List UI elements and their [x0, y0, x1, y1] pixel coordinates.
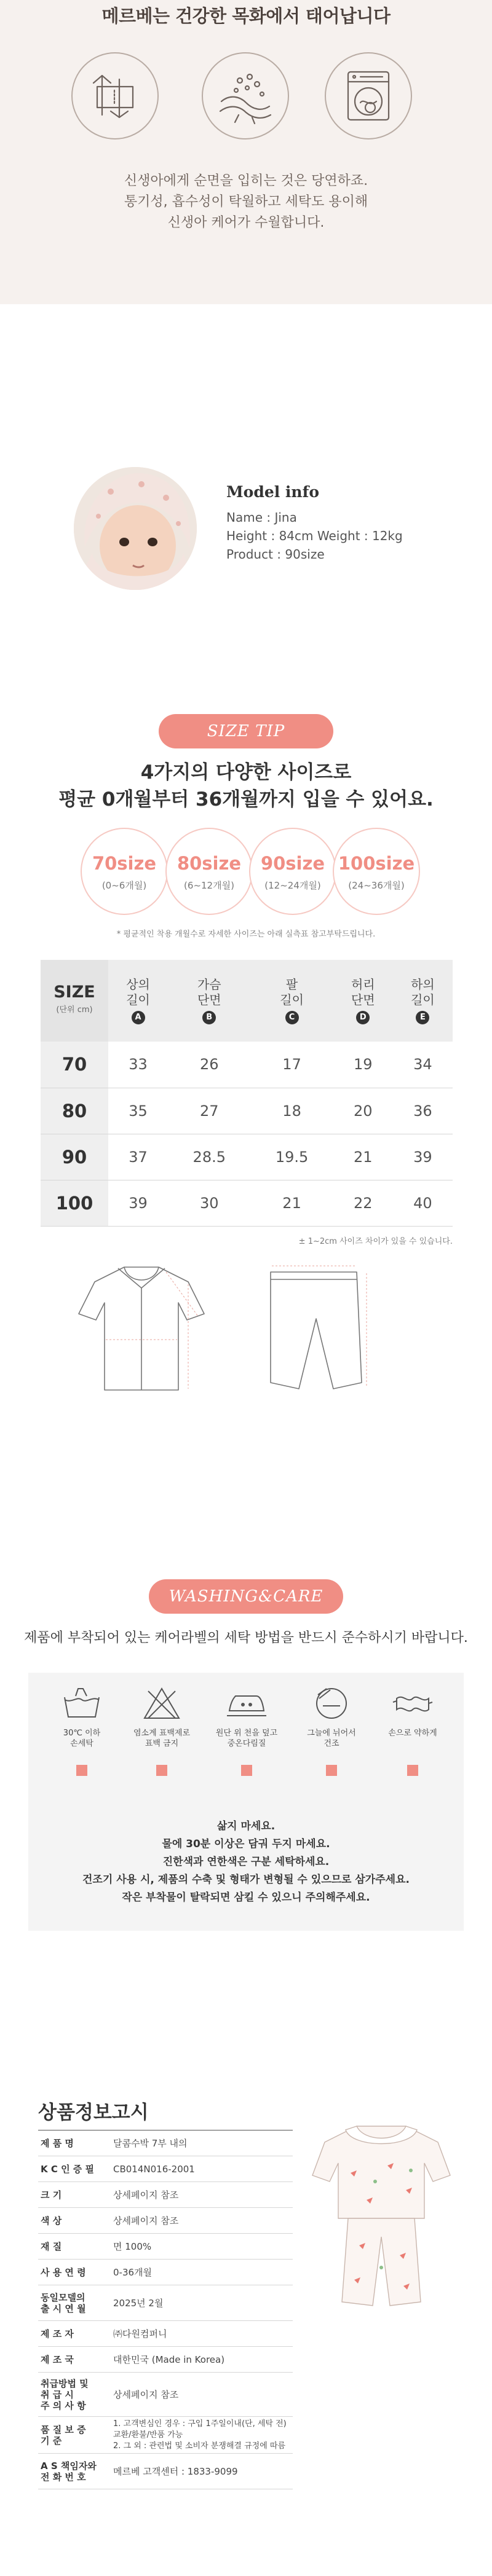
column-header-text: 길이 [126, 992, 150, 1007]
product-outfit-image [308, 2114, 455, 2311]
table-cell: 33 [108, 1042, 168, 1088]
washing-heading: 제품에 부착되어 있는 케어라벨의 세탁 방법을 반드시 준수하시기 바랍니다. [24, 1630, 468, 1646]
wring-gently-icon [391, 1685, 435, 1722]
size-note: * 평균적인 착용 개월수로 자세한 사이즈는 아래 실측표 참고부탁드립니다. [116, 930, 376, 939]
no-bleach-icon [140, 1685, 184, 1722]
size-option-age: (0~6개월) [101, 880, 147, 891]
wash-label [379, 1728, 446, 1750]
table-cell: 21 [333, 1134, 393, 1180]
size-option-age: (24~36개월) [348, 880, 405, 891]
info-value: ㈜다원컴퍼니 [106, 2321, 293, 2347]
column-badge: C [285, 1011, 299, 1024]
wash-label-line: 그늘에 뉘어서 [307, 1729, 356, 1738]
info-key: 제 품 명 [38, 2130, 106, 2156]
info-key: 제 조 국 [38, 2347, 106, 2373]
model-info [226, 483, 403, 564]
product-info-table [38, 2130, 293, 2489]
table-row [38, 2285, 293, 2321]
iron-cloth-icon [224, 1685, 269, 1722]
intro-line: 신생아 케어가 수월합니다. [167, 215, 325, 230]
caution-line: 진한색과 연한색은 구분 세탁하세요. [162, 1856, 330, 1868]
wash-label [128, 1728, 196, 1750]
column-badge: D [356, 1011, 370, 1024]
info-key: 제 조 자 [38, 2321, 106, 2347]
size-option-age: (12~24개월) [264, 880, 321, 891]
wash-item [213, 1685, 280, 1776]
info-value: 2025년 2월 [106, 2285, 293, 2321]
top-garment-outline [79, 1267, 204, 1390]
size-option-age: (6~12개월) [184, 880, 234, 891]
column-badge: B [202, 1011, 216, 1024]
table-row [38, 2347, 293, 2373]
info-value: 면 100% [106, 2234, 293, 2260]
wash-label [298, 1728, 365, 1750]
air-flow-icon [71, 52, 159, 139]
table-cell: 39 [393, 1134, 453, 1180]
column-header-text: 하의 [411, 977, 435, 992]
shade-dry-icon [309, 1685, 354, 1722]
table-row [38, 2234, 293, 2260]
unit-label: (단위 cm) [56, 1005, 93, 1015]
size-option-90 [249, 828, 336, 915]
size-tip-heading-line: 평균 0개월부터 36개월까지 입을 수 있어요. [58, 788, 434, 811]
info-value: 상세페이지 참조 [106, 2373, 293, 2417]
wash-marker [407, 1765, 418, 1776]
wash-label-line: 표백 금지 [145, 1739, 179, 1748]
column-header-text: 단면 [351, 992, 375, 1007]
wash-item [298, 1685, 365, 1776]
table-cell: 19 [333, 1042, 393, 1088]
column-badge: E [416, 1011, 429, 1024]
column-header-text: 상의 [126, 977, 150, 992]
column-header-text: 가슴 [197, 977, 221, 992]
wash-marker [156, 1765, 167, 1776]
model-name: Name : Jina [226, 510, 297, 525]
table-cell: 34 [393, 1042, 453, 1088]
info-key: 동일모델의 출 시 연 월 [38, 2285, 106, 2321]
row-size: 90 [41, 1134, 108, 1180]
info-value: 상세페이지 참조 [106, 2182, 293, 2208]
caution-line: 물에 30분 이상은 담궈 두지 마세요. [162, 1838, 330, 1850]
washing-care-pill: WASHING&CARE [149, 1579, 343, 1614]
table-cell: 35 [108, 1088, 168, 1134]
wash-label-line: 30℃ 이하 [63, 1729, 101, 1738]
table-note: ± 1~2cm 사이즈 차이가 있을 수 있습니다. [298, 1237, 453, 1246]
wash-label-line: 염소계 표백제로 [133, 1729, 191, 1738]
intro-line: 신생아에게 순면을 입히는 것은 당연하죠. [124, 173, 368, 189]
model-product: Product : 90size [226, 547, 325, 562]
column-header-a [108, 960, 168, 1042]
size-option-100 [333, 828, 420, 915]
wash-label-line: 건조 [323, 1739, 339, 1748]
table-row [41, 1134, 453, 1180]
wash-item [48, 1685, 116, 1776]
size-option-label: 80size [177, 853, 242, 874]
size-option-label: 70size [92, 853, 157, 874]
wash-item [379, 1685, 446, 1776]
table-row [38, 2417, 293, 2454]
wash-label-line: 손으로 약하게 [388, 1729, 437, 1738]
wash-item [128, 1685, 196, 1776]
caution-line: 건조기 사용 시, 제품의 수축 및 형태가 변형될 수 있으므로 삼가주세요. [82, 1874, 410, 1886]
table-cell: 26 [168, 1042, 250, 1088]
column-header-text: 허리 [351, 977, 375, 992]
product-info-title: 상품정보고시 [38, 2102, 149, 2124]
model-info-title: Model info [226, 483, 320, 501]
info-value: 달콤수박 7부 내의 [106, 2130, 293, 2156]
table-cell: 30 [168, 1180, 250, 1226]
model-photo [74, 467, 197, 590]
info-value: 상세페이지 참조 [106, 2208, 293, 2234]
column-header-text: 길이 [411, 992, 435, 1007]
wash-label [213, 1728, 280, 1750]
info-key: A S 책임자와 전 화 번 호 [38, 2454, 106, 2489]
table-cell: 21 [250, 1180, 333, 1226]
wash-label-line: 손세탁 [70, 1739, 93, 1748]
table-row [38, 2454, 293, 2489]
garment-measurement-diagram [68, 1260, 437, 1401]
caution-line: 삶지 마세요. [216, 1820, 276, 1832]
washing-machine-icon [325, 52, 412, 139]
info-key: 취급방법 및 취 급 시 주 의 사 항 [38, 2373, 106, 2417]
wash-marker [326, 1765, 337, 1776]
table-row [38, 2182, 293, 2208]
model-body: Height : 84cm Weight : 12kg [226, 528, 403, 543]
caution-line: 작은 부착물이 탈락되면 삼킬 수 있으니 주의해주세요. [122, 1891, 370, 1904]
size-table-header [41, 960, 453, 1042]
info-key: 품 질 보 증 기 준 [38, 2417, 106, 2454]
size-option-80 [165, 828, 253, 915]
wash-label [48, 1728, 116, 1750]
row-size: 70 [41, 1042, 108, 1088]
table-cell: 18 [250, 1088, 333, 1134]
info-key: K C 인 증 필 [38, 2156, 106, 2182]
info-key: 사 용 연 령 [38, 2260, 106, 2285]
wash-label-line: 중온다림질 [227, 1739, 266, 1748]
size-column-header [41, 960, 108, 1042]
size-tip-heading-line: 4가지의 다양한 사이즈로 [140, 761, 352, 783]
pants-garment-outline [271, 1272, 362, 1389]
table-row [38, 2260, 293, 2285]
table-row [41, 1180, 453, 1226]
table-cell: 28.5 [168, 1134, 250, 1180]
size-tip-pill: SIZE TIP [159, 714, 333, 748]
column-header-b [168, 960, 250, 1042]
size-label: SIZE [54, 982, 95, 1002]
table-cell: 37 [108, 1134, 168, 1180]
column-badge: A [132, 1011, 145, 1024]
table-row [38, 2156, 293, 2182]
table-row [41, 1088, 453, 1134]
info-value: 메르베 고객센터 : 1833-9099 [106, 2454, 293, 2489]
size-option-label: 100size [338, 853, 415, 874]
info-key: 크 기 [38, 2182, 106, 2208]
row-size: 80 [41, 1088, 108, 1134]
column-header-text: 단면 [197, 992, 221, 1007]
table-cell: 19.5 [250, 1134, 333, 1180]
column-header-d [333, 960, 393, 1042]
column-header-text: 길이 [280, 992, 304, 1007]
intro-line: 통기성, 흡수성이 탁월하고 세탁도 용이해 [124, 194, 368, 210]
table-row [38, 2321, 293, 2347]
table-cell: 40 [393, 1180, 453, 1226]
info-value: 1. 고객변심인 경우 : 구입 1주일이내(단, 세탁 전) 교환/환불/반품 가능 2. 그 외 : 관련법 및 소비자 분쟁해결 규정에 따름 [106, 2417, 293, 2454]
washing-care-box [28, 1673, 464, 1931]
info-value: 대한민국 (Made in Korea) [106, 2347, 293, 2373]
washing-caution-text [28, 1818, 464, 1907]
wash-marker [241, 1765, 252, 1776]
table-row [38, 2373, 293, 2417]
cotton-plant-icon [202, 52, 289, 139]
row-size: 100 [41, 1180, 108, 1226]
cotton-intro-section [0, 0, 492, 304]
table-row [41, 1042, 453, 1088]
info-key: 색 상 [38, 2208, 106, 2234]
hand-wash-30-icon [60, 1685, 104, 1722]
table-cell: 22 [333, 1180, 393, 1226]
table-cell: 39 [108, 1180, 168, 1226]
table-cell: 27 [168, 1088, 250, 1134]
info-value: 0-36개월 [106, 2260, 293, 2285]
intro-title: 메르베는 건강한 목화에서 태어납니다 [101, 6, 391, 26]
info-value: CB014N016-2001 [106, 2156, 293, 2182]
column-header-c [250, 960, 333, 1042]
table-cell: 17 [250, 1042, 333, 1088]
table-row [38, 2208, 293, 2234]
size-table [41, 960, 453, 1227]
wash-label-line: 원단 위 천을 덮고 [215, 1729, 278, 1738]
table-cell: 20 [333, 1088, 393, 1134]
size-tip-heading [0, 759, 492, 813]
table-cell: 36 [393, 1088, 453, 1134]
intro-text [0, 171, 492, 234]
table-row [38, 2130, 293, 2156]
size-option-label: 90size [260, 853, 325, 874]
wash-marker [76, 1765, 87, 1776]
column-header-e [393, 960, 453, 1042]
size-option-70 [81, 828, 168, 915]
column-header-text: 팔 [285, 977, 298, 992]
info-key: 재 질 [38, 2234, 106, 2260]
